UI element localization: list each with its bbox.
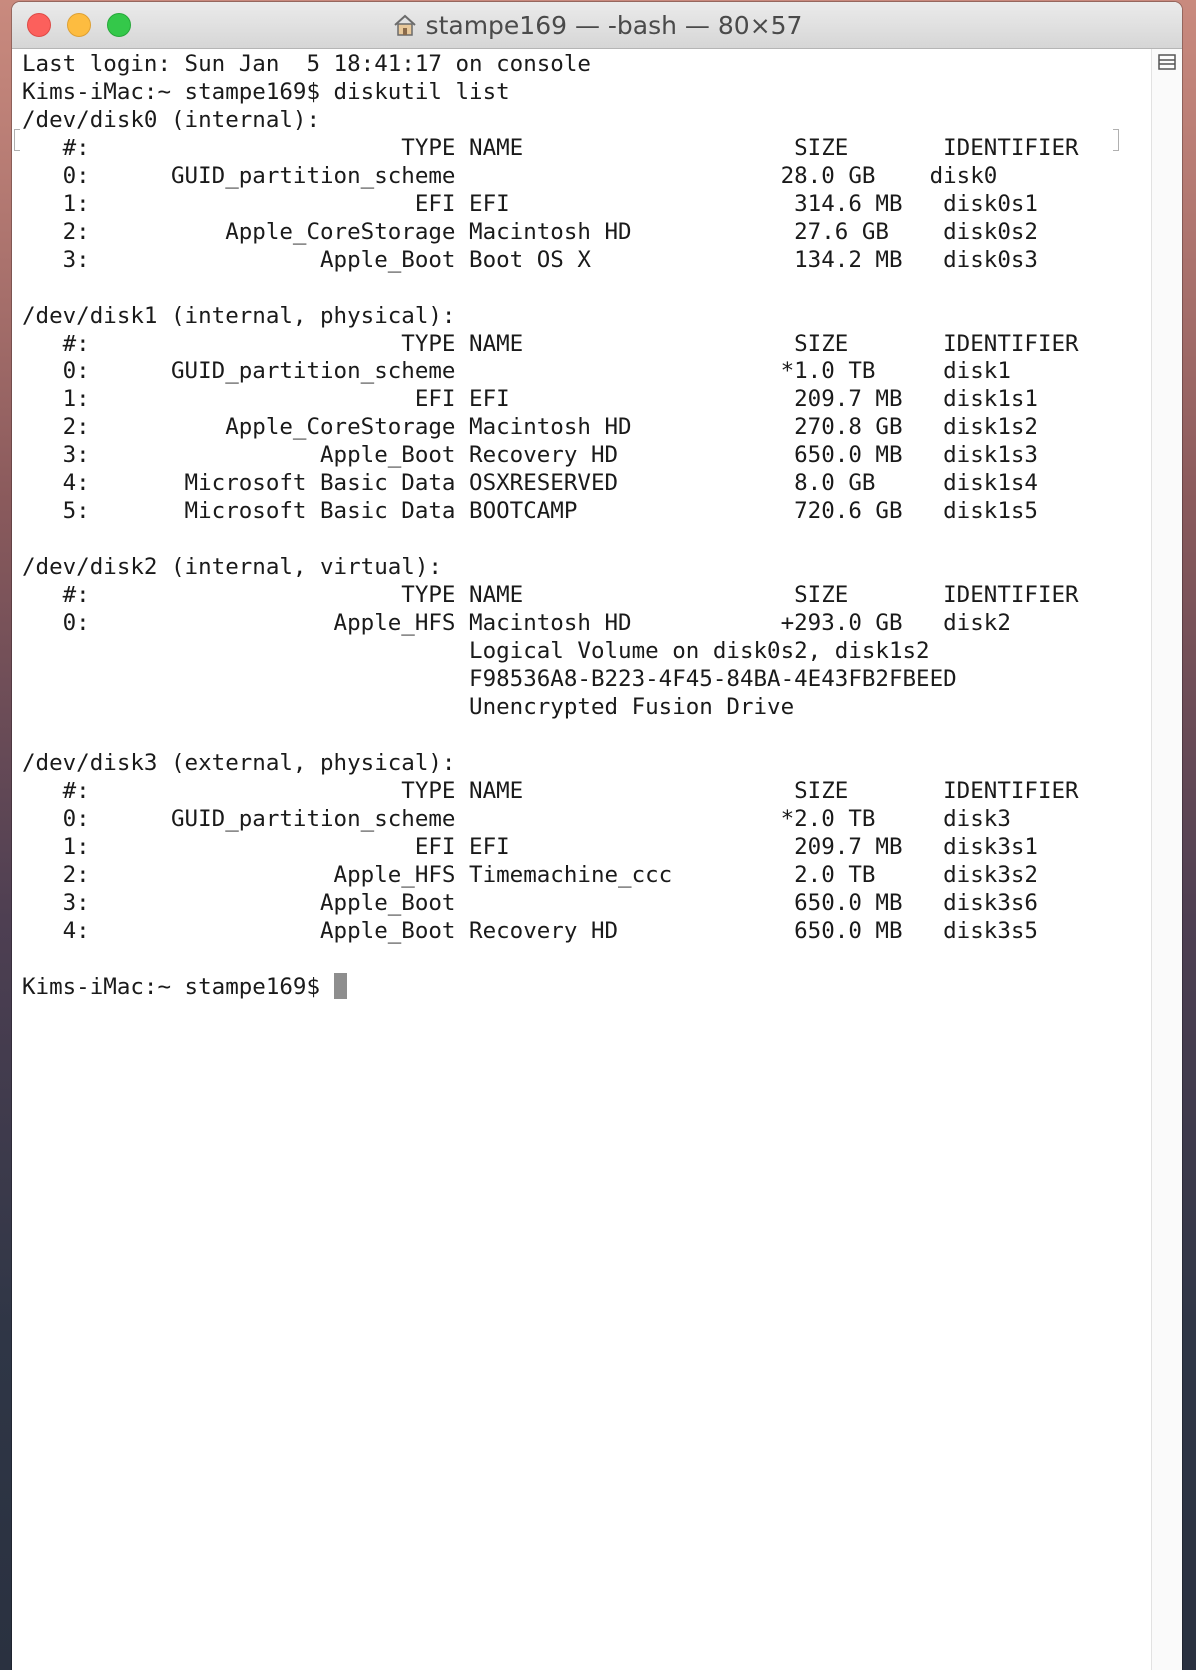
line-18: /dev/disk2 (internal, virtual):	[22, 554, 442, 581]
line-27: 0: GUID_partition_scheme *2.0 TB disk3	[22, 805, 1011, 832]
line-9: /dev/disk1 (internal, physical):	[22, 302, 456, 329]
prompt: Kims-iMac:~ stampe169$	[22, 974, 334, 1001]
line-22: F98536A8-B223-4F45-84BA-4E43FB2FBEED	[22, 665, 957, 692]
line-2: /dev/disk0 (internal):	[22, 106, 321, 133]
split-pane-icon[interactable]	[1158, 53, 1176, 71]
title-bar[interactable]	[12, 2, 1182, 49]
home-icon	[392, 13, 418, 37]
line-25: /dev/disk3 (external, physical):	[22, 749, 456, 776]
line-28: 1: EFI EFI 209.7 MB disk3s1	[22, 833, 1038, 860]
line-1: Kims-iMac:~ stampe169$ diskutil list	[22, 78, 510, 105]
mark-bracket-left	[14, 129, 20, 151]
line-29: 2: Apple_HFS Timemachine_ccc 2.0 TB disk3s2	[22, 861, 1038, 888]
scrollbar[interactable]	[1151, 49, 1182, 1670]
line-3: #: TYPE NAME SIZE IDENTIFIER	[22, 134, 1079, 161]
window-title-group	[12, 2, 1182, 48]
line-6: 2: Apple_CoreStorage Macintosh HD 27.6 GB disk0s2	[22, 218, 1038, 245]
line-14: 3: Apple_Boot Recovery HD 650.0 MB disk1s3	[22, 442, 1038, 469]
line-11: 0: GUID_partition_scheme *1.0 TB disk1	[22, 358, 1011, 385]
line-7: 3: Apple_Boot Boot OS X 134.2 MB disk0s3	[22, 246, 1038, 273]
text-cursor	[334, 973, 347, 999]
line-0: Last login: Sun Jan 5 18:41:17 on console	[22, 51, 591, 77]
terminal-window	[12, 2, 1182, 1670]
terminal-content[interactable]	[12, 49, 1152, 1670]
line-31: 4: Apple_Boot Recovery HD 650.0 MB disk3s5	[22, 917, 1038, 944]
prompt-line[interactable]	[22, 974, 347, 1000]
line-21: Logical Volume on disk0s2, disk1s2	[22, 638, 930, 665]
line-19: #: TYPE NAME SIZE IDENTIFIER	[22, 582, 1079, 609]
line-26: #: TYPE NAME SIZE IDENTIFIER	[22, 777, 1079, 804]
line-13: 2: Apple_CoreStorage Macintosh HD 270.8 GB disk1s2	[22, 414, 1038, 441]
line-20: 0: Apple_HFS Macintosh HD +293.0 GB disk2	[22, 610, 1011, 637]
line-5: 1: EFI EFI 314.6 MB disk0s1	[22, 190, 1038, 217]
line-10: #: TYPE NAME SIZE IDENTIFIER	[22, 330, 1079, 357]
line-30: 3: Apple_Boot 650.0 MB disk3s6	[22, 889, 1038, 916]
mark-bracket-right	[1113, 129, 1119, 151]
line-16: 5: Microsoft Basic Data BOOTCAMP 720.6 GB disk1s5	[22, 498, 1038, 525]
line-23: Unencrypted Fusion Drive	[22, 693, 795, 720]
line-4: 0: GUID_partition_scheme 28.0 GB disk0	[22, 162, 998, 189]
line-15: 4: Microsoft Basic Data OSXRESERVED 8.0 GB disk1s4	[22, 470, 1038, 497]
line-12: 1: EFI EFI 209.7 MB disk1s1	[22, 386, 1038, 413]
window-title: stampe169 — -bash — 80×57	[425, 10, 803, 40]
terminal-output	[22, 49, 1152, 1002]
